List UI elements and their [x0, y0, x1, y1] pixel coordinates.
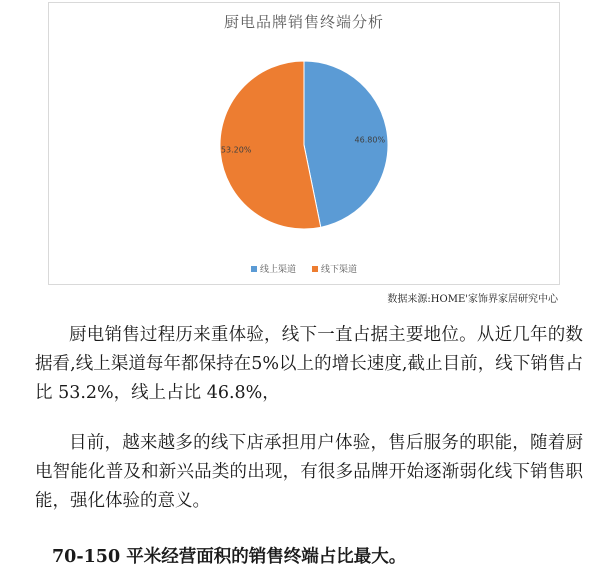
chart-title: 厨电品牌销售终端分析 — [223, 13, 384, 31]
section-heading: 70-150 平米经营面积的销售终端占比最大。 — [52, 547, 407, 567]
data-source: 数据来源:HOME'家饰界家居研究中心 — [387, 294, 558, 305]
pie-label-online: 46.80% — [354, 135, 386, 145]
chart-legend — [49, 262, 559, 275]
legend-swatch-online — [251, 266, 257, 272]
pie-chart — [49, 3, 559, 284]
legend-item-offline — [312, 262, 357, 275]
legend-swatch-offline — [312, 266, 318, 272]
paragraph-1: 厨电销售过程历来重体验，线下一直占据主要地位。从近几年的数据看,线上渠道每年都保持在5%以上的增长速度,截止目前，线下销售占比 53.2%，线上占比 46.8%， — [35, 325, 583, 403]
paragraph-2: 目前，越来越多的线下店承担用户体验，售后服务的职能，随着厨电智能化普及和新兴品类的出现，有很多品牌开始逐渐弱化线下销售职能，强化体验的意义。 — [35, 433, 583, 511]
legend-label-offline: 线下渠道 — [321, 265, 358, 275]
pie-label-offline: 53.20% — [220, 145, 252, 155]
chart-container — [48, 2, 560, 285]
legend-label-online: 线上渠道 — [259, 265, 296, 275]
legend-item-online — [251, 262, 296, 275]
